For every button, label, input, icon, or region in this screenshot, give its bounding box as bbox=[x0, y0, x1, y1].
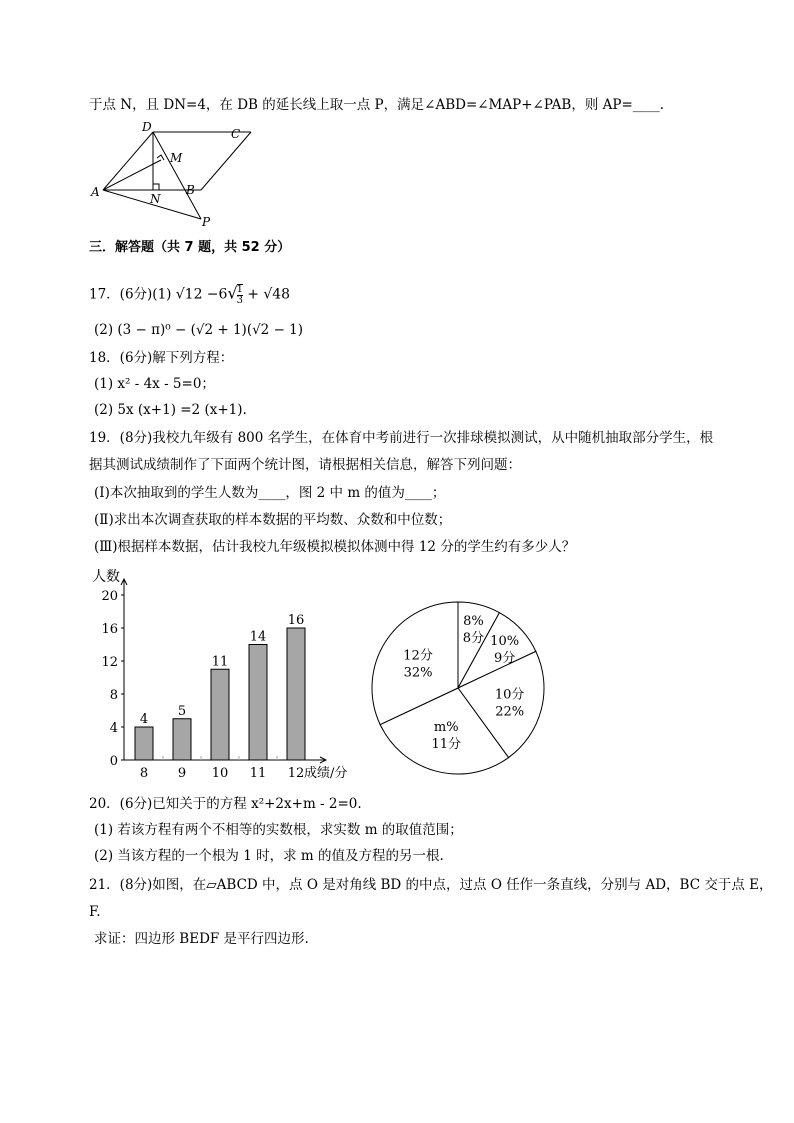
bar bbox=[173, 719, 191, 760]
q17-part1: 17．(6分)(1) √12 −6√ $\frac{1}{3}$ + √48 bbox=[89, 283, 291, 306]
pie-slice-label: 11分 bbox=[431, 736, 462, 752]
q20-header: 20．(6分)已知关于的方程 x²+2x+m - 2=0. bbox=[89, 796, 362, 812]
pie-slice-label: m% bbox=[433, 719, 459, 735]
q20-part2: (2) 当该方程的一个根为 1 时，求 m 的值及方程的另一根. bbox=[94, 848, 444, 864]
q16-text: 于点 N，且 DN=4，在 DB 的延长线上取一点 P，满足∠ABD=∠MAP+∠PAB，则 AP=____. bbox=[89, 97, 665, 113]
x-tick-label: 11 bbox=[249, 766, 267, 781]
q19-part3: (Ⅲ)根据样本数据，估计我校九年级模拟模拟体测中得 12 分的学生约有多少人？ bbox=[94, 539, 576, 555]
label-d: D bbox=[142, 120, 152, 134]
label-n: N bbox=[150, 192, 161, 206]
q21-line3: 求证：四边形 BEDF 是平行四边形. bbox=[94, 931, 309, 947]
x-tick-label: 9 bbox=[177, 766, 187, 781]
bar bbox=[211, 669, 229, 760]
pie-slice-label: 10% bbox=[490, 633, 520, 649]
pie-slice-label: 10分 bbox=[494, 687, 525, 703]
bar-chart bbox=[88, 565, 368, 785]
q19-part1: (Ⅰ)本次抽取到的学生人数为____，图 2 中 m 的值为____； bbox=[94, 485, 446, 501]
section-3-title: 三．解答题（共 7 题，共 52 分） bbox=[89, 240, 291, 255]
right-angle-n bbox=[153, 184, 159, 190]
y-axis-label: 人数 bbox=[92, 569, 120, 585]
bar-value-label: 5 bbox=[177, 703, 187, 719]
y-tick-label: 0 bbox=[109, 754, 118, 769]
y-tick-label: 20 bbox=[101, 589, 118, 604]
label-a: A bbox=[91, 185, 100, 199]
y-tick-label: 4 bbox=[109, 721, 118, 736]
q18-part2: (2) 5x (x+1) =2 (x+1). bbox=[94, 402, 247, 418]
bar-value-label: 11 bbox=[211, 654, 229, 670]
q18-header: 18．(6分)解下列方程： bbox=[89, 350, 234, 366]
q17-sqrt12: √12 bbox=[175, 286, 203, 303]
q17-frac-num: 1 bbox=[236, 284, 243, 295]
label-b: B bbox=[186, 183, 195, 197]
q17-header: 17．(6分)(1) bbox=[89, 286, 172, 303]
q17-minus6: −6 bbox=[206, 286, 228, 303]
pie-slice-label: 12分 bbox=[403, 648, 433, 664]
q20-part1: (1) 若该方程有两个不相等的实数根，求实数 m 的取值范围； bbox=[94, 822, 463, 838]
bar bbox=[249, 645, 267, 761]
pie-slice-label: 22% bbox=[495, 704, 525, 720]
label-c: C bbox=[231, 127, 241, 141]
edge-bc bbox=[201, 132, 251, 190]
bar bbox=[135, 727, 153, 760]
pie-chart bbox=[368, 598, 548, 778]
label-p: P bbox=[202, 215, 211, 229]
bar-value-label: 16 bbox=[287, 613, 305, 628]
x-tick-label: 8 bbox=[139, 766, 149, 781]
pie-slice-label: 8分 bbox=[462, 631, 485, 647]
q21-line2: F. bbox=[89, 904, 101, 920]
x-tick-label: 10 bbox=[211, 766, 229, 781]
q19-part2: (Ⅱ)求出本次调查获取的样本数据的平均数、众数和中位数； bbox=[94, 512, 452, 528]
right-angle-m bbox=[157, 155, 164, 160]
bar-value-label: 14 bbox=[249, 629, 267, 645]
q21-line1: 21．(8分)如图，在▱ABCD 中，点 O 是对角线 BD 的中点，过点 O 任作一条直线，分别与 AD，BC 交于点 E， bbox=[89, 877, 773, 893]
q16-geometry-figure bbox=[85, 118, 265, 233]
q17-sqrt48: √48 bbox=[263, 286, 291, 303]
q17-part2: (2) (3 − π)⁰ − (√2 + 1)(√2 − 1) bbox=[94, 322, 304, 338]
bar bbox=[287, 628, 305, 760]
bar-value-label: 4 bbox=[139, 712, 149, 727]
x-axis-label: 成绩/分 bbox=[304, 766, 348, 781]
y-tick-label: 12 bbox=[101, 655, 118, 670]
q19-line2: 据其测试成绩制作了下面两个统计图，请根据相关信息，解答下列问题： bbox=[89, 457, 521, 473]
pie-slice-label: 8% bbox=[463, 614, 484, 630]
edge-da bbox=[103, 132, 153, 190]
q18-part1: (1) x² - 4x - 5=0； bbox=[94, 376, 215, 392]
x-tick-label: 12 bbox=[287, 766, 305, 781]
y-tick-label: 8 bbox=[109, 688, 118, 703]
q17-plus: + bbox=[247, 286, 260, 303]
label-m: M bbox=[170, 151, 183, 165]
q17-frac-den: 3 bbox=[236, 295, 243, 306]
segment-am bbox=[103, 160, 161, 190]
pie-slice-label: 9分 bbox=[493, 650, 516, 666]
y-tick-label: 16 bbox=[101, 622, 118, 637]
pie-slice-label: 32% bbox=[403, 665, 433, 681]
q19-line1: 19．(8分)我校九年级有 800 名学生，在体育中考前进行一次排球模拟测试，从中随机抽取部分学生，根 bbox=[89, 430, 714, 446]
